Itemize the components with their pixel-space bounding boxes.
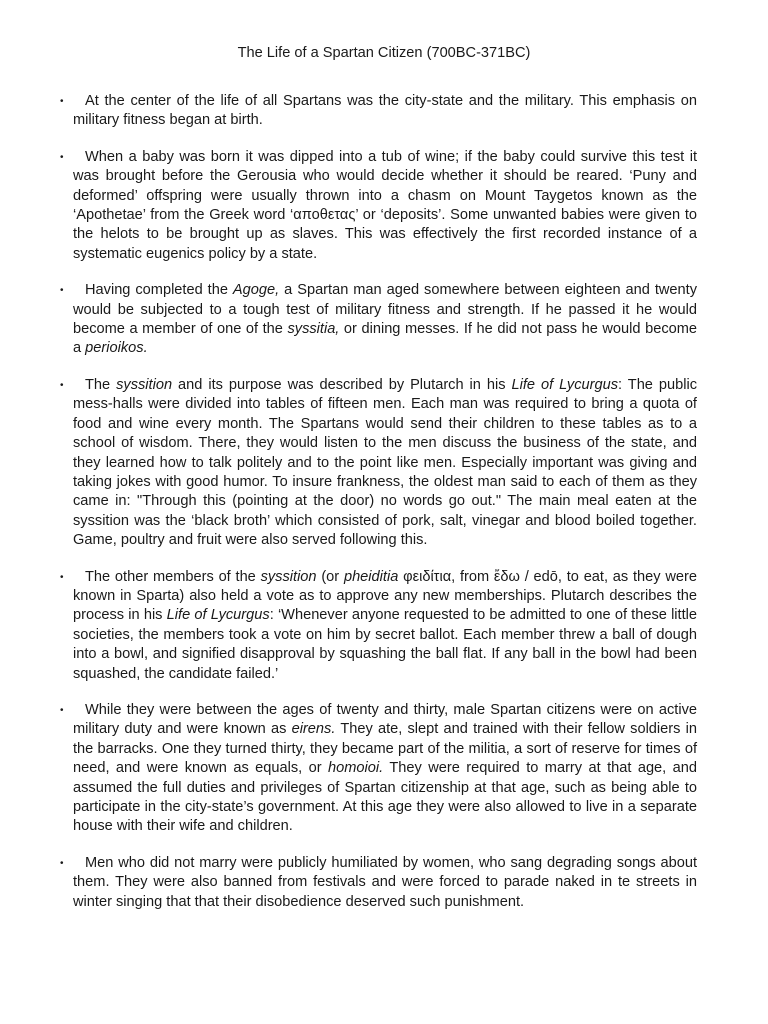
- italic-term: syssition: [116, 376, 173, 393]
- bullet-marker: •: [60, 704, 64, 716]
- paragraph-text: While they were between the ages of twenty and thirty, male Spartan citizens were on active military duty and were known as: [73, 701, 697, 738]
- bullet-marker: •: [60, 151, 64, 163]
- bullet-marker: •: [60, 857, 64, 869]
- bullet-paragraph: [0, 92, 768, 131]
- italic-term: pheiditia: [343, 568, 399, 585]
- paragraph-text: and its purpose was described by Plutarch in his: [172, 376, 512, 393]
- paragraph-text: They were required to marry at that age, and assumed the full duties and privileges of Spartan citizenship at that age, such as being able to participate in the city-state’s government. At this age they were also allowed to live in a separate house with their wife and children.: [73, 760, 697, 835]
- italic-term: Life of Lycurgus: [166, 607, 270, 624]
- bullet-paragraph: [0, 376, 768, 551]
- document-title: The Life of a Spartan Citizen (700BC-371BC): [237, 45, 531, 61]
- paragraph-text: Having completed the: [85, 282, 233, 299]
- italic-term: Agoge,: [232, 282, 280, 299]
- italic-term: homoioi.: [328, 760, 384, 777]
- paragraph-text: a Spartan man aged somewhere between eighteen and twenty would be subjected to a tough test of military fitness and strength. If he passed it he would become a member of one of the: [73, 282, 697, 338]
- paragraph-text: : The public mess-halls were divided into tables of fifteen men. Each man was required to bring a quota of food and wine every month. The Spartans would send their children to these tables as to a school of wisdom. There, they would listen to the men discuss the business of the state, and they learned how to talk politely and to the point like men. Especially important was giving and taking jokes with good humor. To insure frankness, the oldest man said to each of them as they came in: "Through this (pointing at the door) no words go out." The main meal eaten at the syssition was the ‘black broth’ which consisted of pork, salt, vinegar and blood boiled together. Game, poultry and fruit were also served following this.: [73, 376, 698, 549]
- paragraph-text: When a baby was born it was dipped into a tub of wine; if the baby could survive this test it was brought before the Gerousia who would decide whether it should be reared. ‘Puny and deformed’ offspring were usually thrown into a chasm on Mount Taygetos known as the ‘Apothetae’ from the Greek word ‘αποθετας’ or ‘deposits’. Some unwanted babies were given to the helots to be brought up as slaves. This was effectively the first recorded instance of a systematic eugenics policy by a state.: [73, 148, 697, 262]
- italic-term: syssitia,: [287, 321, 340, 338]
- bullet-paragraph: [0, 854, 768, 912]
- paragraph-text: The: [85, 376, 117, 393]
- bullet-paragraph: [0, 148, 768, 264]
- paragraph-text: or dining messes. If he did not pass he would become a: [73, 321, 698, 357]
- paragraph-text: At the center of the life of all Spartans was the city-state and the military. This emphasis on military fitness began at birth.: [73, 93, 697, 129]
- bullet-list: [0, 92, 768, 929]
- paragraph-text: The other members of the: [85, 568, 261, 585]
- bullet-marker: •: [60, 285, 64, 297]
- bullet-paragraph: [0, 281, 768, 359]
- bullet-paragraph: [0, 568, 768, 684]
- paragraph-text: : ‘Whenever anyone requested to be admitted to one of these little societies, the members took a vote on him by secret ballot. Each member threw a ball of dough into a bowl, and signified disapproval by squashing the ball flat. If any ball in the bowl had been squashed, the candidate failed.’: [73, 607, 698, 682]
- paragraph-text: φειδίτια, from ἔδω / edō, to eat, as they were known in Sparta) also held a vote as to approve any new memberships. Plutarch describes the process in his: [73, 568, 697, 624]
- italic-term: perioikos.: [85, 340, 148, 357]
- bullet-marker: •: [60, 571, 64, 583]
- paragraph-text: (or: [316, 568, 344, 585]
- bullet-paragraph: [0, 701, 768, 837]
- paragraph-text: Men who did not marry were publicly humiliated by women, who sang degrading songs about them. They were also banned from festivals and were forced to parade naked in te streets in winter singing that that their disobedience deserved such punishment.: [73, 854, 697, 910]
- paragraph-text: They ate, slept and trained with their fellow soldiers in the barracks. One they turned thirty, they became part of the militia, a sort of reserve for times of need, and were known as equals, or: [73, 721, 698, 777]
- italic-term: syssition: [260, 568, 317, 585]
- italic-term: Life of Lycurgus: [511, 376, 619, 393]
- italic-term: eirens.: [291, 721, 336, 738]
- bullet-marker: •: [60, 96, 64, 107]
- bullet-marker: •: [60, 379, 64, 391]
